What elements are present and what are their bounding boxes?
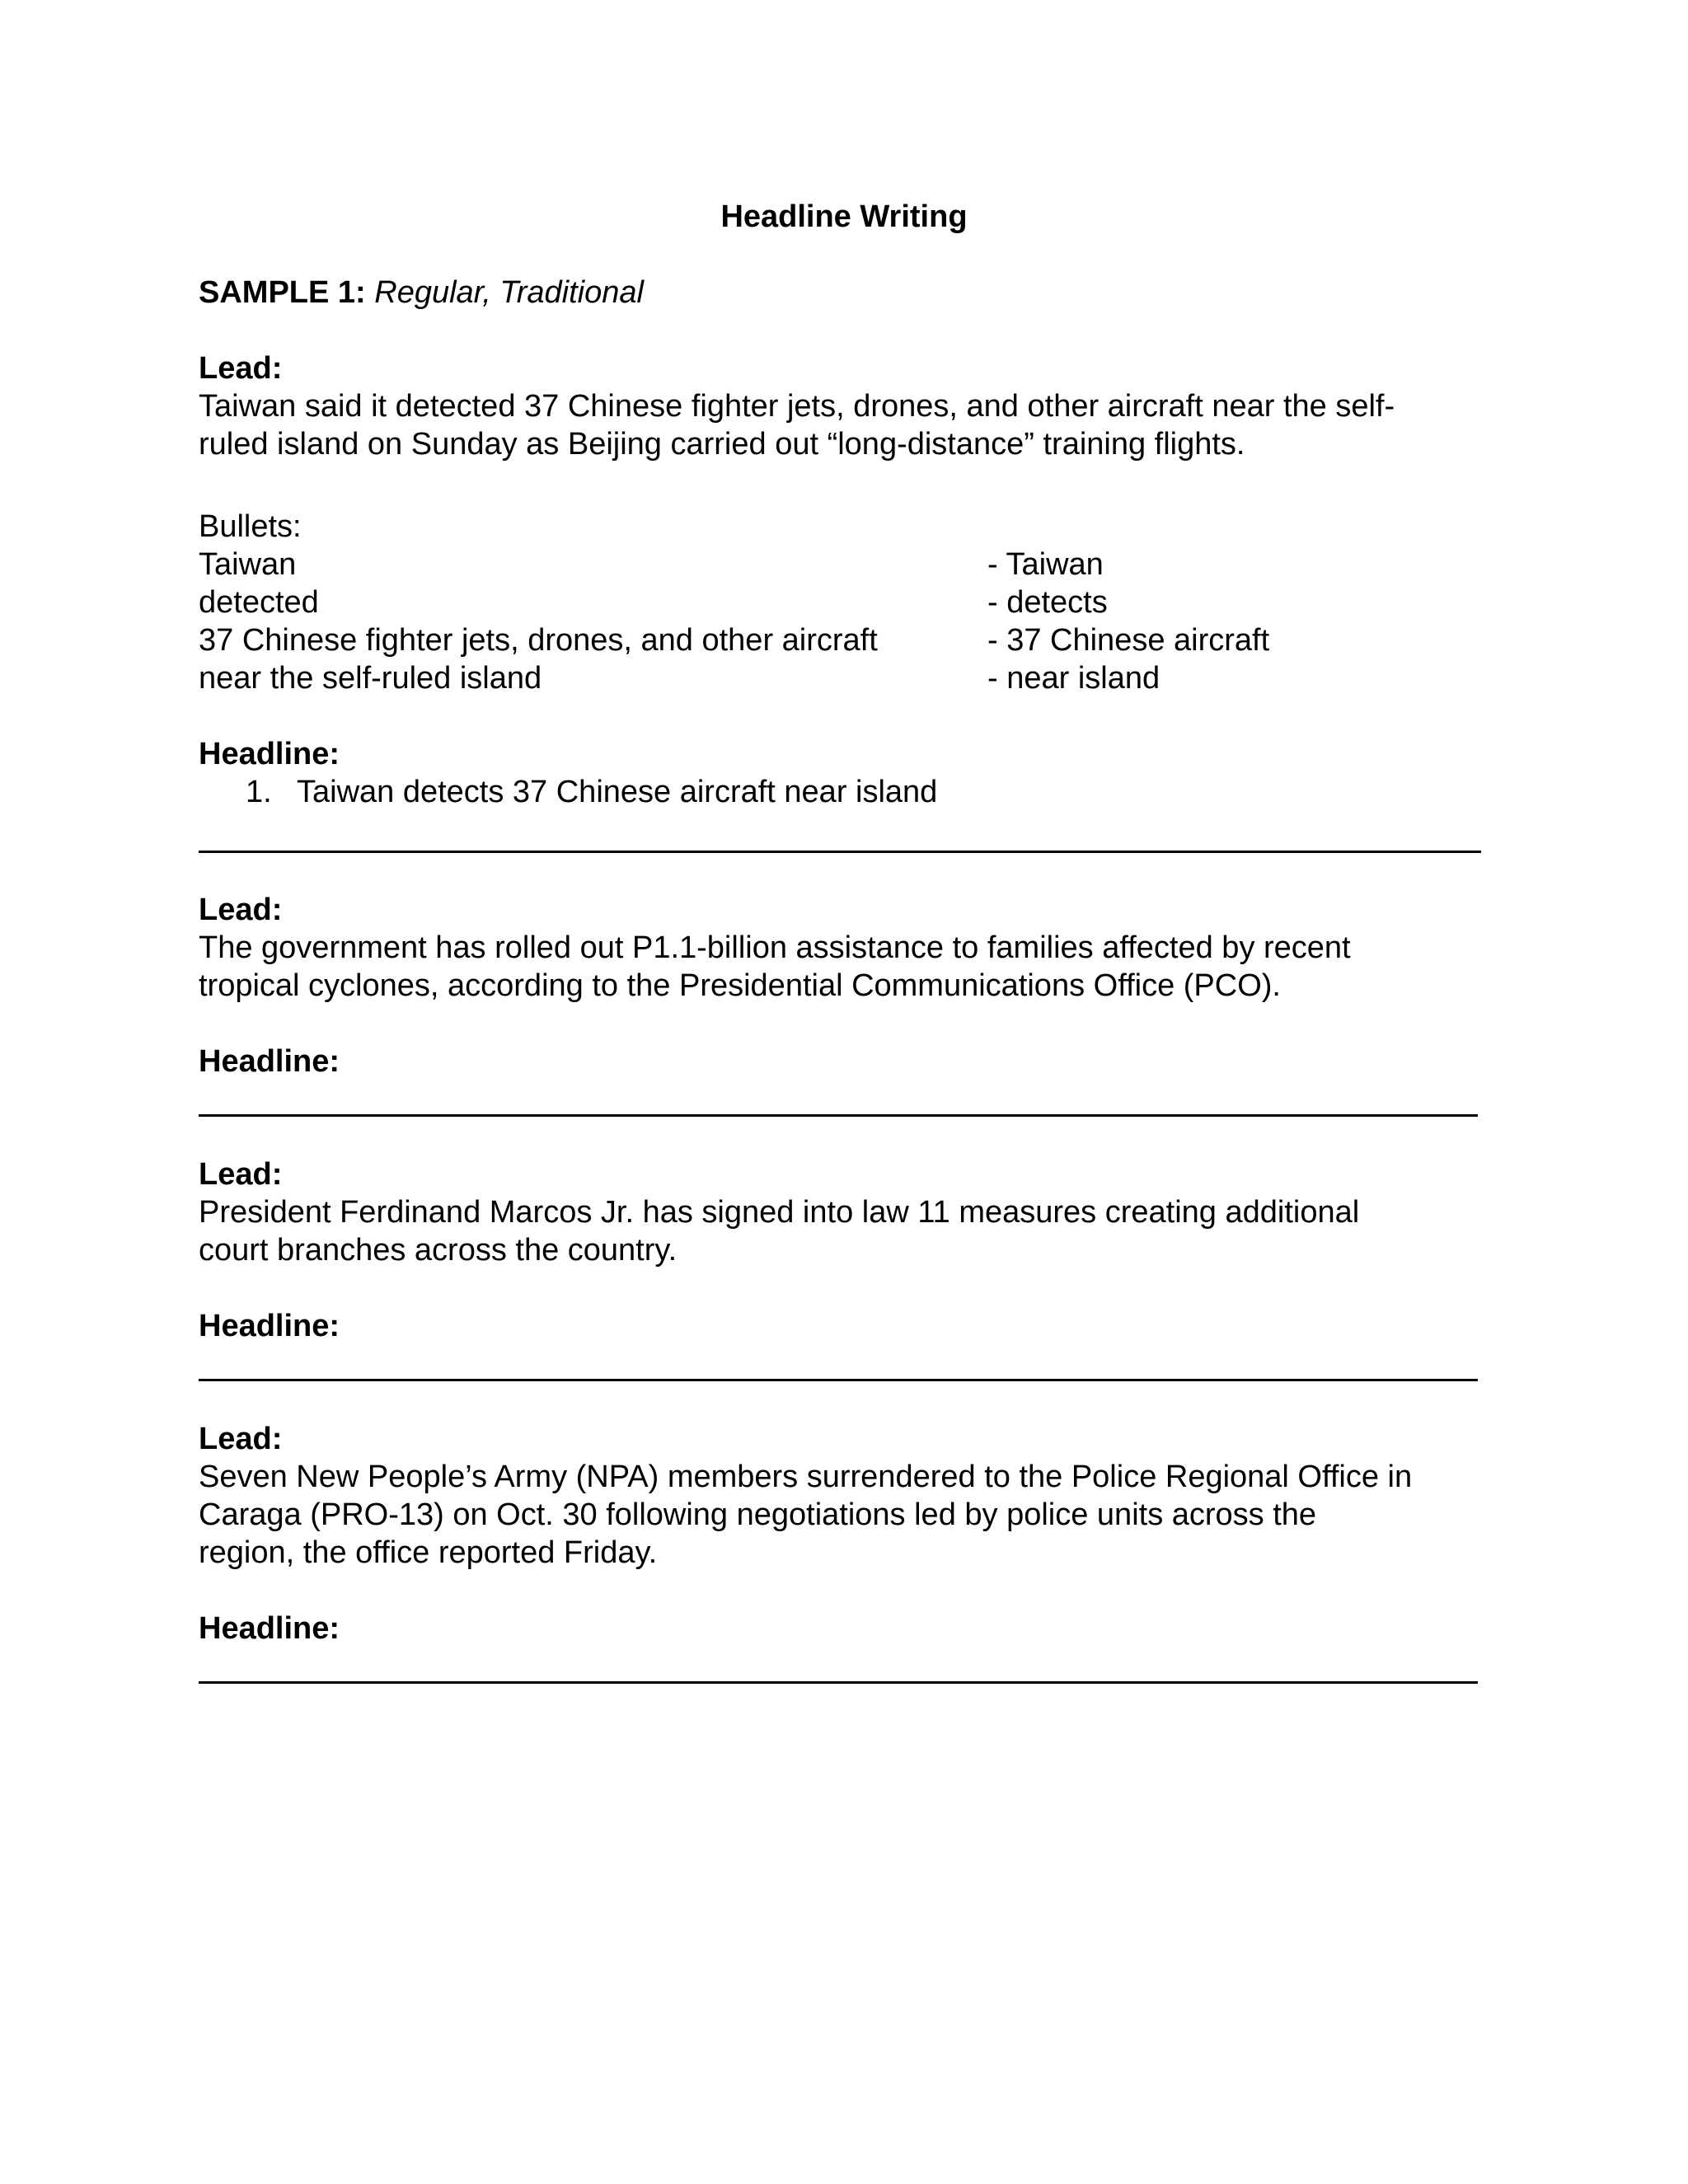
lead-line: The government has rolled out P1.1-billion assistance to families affected by recent xyxy=(199,930,1351,965)
headline-label-4: Headline: xyxy=(199,1611,340,1646)
headline-label-2: Headline: xyxy=(199,1044,340,1079)
sample-type: Regular, Traditional xyxy=(374,275,644,310)
headline-label-1: Headline: xyxy=(199,737,340,771)
list-number: 1. xyxy=(246,775,272,809)
lead-text-3 xyxy=(199,1193,1493,1269)
bullet-item: 37 Chinese fighter jets, drones, and other aircraft xyxy=(199,623,878,658)
bullets-right-column xyxy=(987,546,1269,697)
sample-heading xyxy=(199,274,644,312)
lead-text-2 xyxy=(199,929,1493,1005)
bullets-label: Bullets: xyxy=(199,509,302,544)
lead-line: tropical cyclones, according to the Presidential Communications Office (PCO). xyxy=(199,968,1281,1003)
lead-line: President Ferdinand Marcos Jr. has signed into law 11 measures creating additional xyxy=(199,1195,1360,1230)
lead-line: Taiwan said it detected 37 Chinese fighter jets, drones, and other aircraft near the self- xyxy=(199,389,1395,424)
lead-text-4 xyxy=(199,1458,1493,1572)
lead-line: ruled island on Sunday as Beijing carried out “long-distance” training flights. xyxy=(199,427,1245,462)
page-title: Headline Writing xyxy=(720,199,968,234)
divider-line xyxy=(199,1379,1478,1381)
lead-label-3: Lead: xyxy=(199,1157,283,1192)
bullet-item: - near island xyxy=(987,661,1160,696)
divider-line xyxy=(199,1681,1478,1684)
sample-label: SAMPLE 1: xyxy=(199,275,366,310)
bullet-item: Taiwan xyxy=(199,547,297,582)
headline-text: Taiwan detects 37 Chinese aircraft near island xyxy=(297,775,938,809)
divider-line xyxy=(199,1114,1478,1117)
divider-line xyxy=(199,851,1481,853)
headline-list-item xyxy=(246,773,937,811)
lead-line: Caraga (PRO-13) on Oct. 30 following negotiations led by police units across the xyxy=(199,1497,1317,1532)
lead-text-1 xyxy=(199,387,1493,463)
headline-label-3: Headline: xyxy=(199,1309,340,1343)
bullet-item: - detects xyxy=(987,585,1108,620)
lead-line: Seven New People’s Army (NPA) members surrendered to the Police Regional Office in xyxy=(199,1460,1413,1494)
bullet-item: - 37 Chinese aircraft xyxy=(987,623,1270,658)
bullets-left-column xyxy=(199,546,878,697)
bullet-item: near the self-ruled island xyxy=(199,661,542,696)
bullet-item: detected xyxy=(199,585,319,620)
lead-label-2: Lead: xyxy=(199,893,283,927)
lead-line: region, the office reported Friday. xyxy=(199,1535,658,1570)
lead-label-4: Lead: xyxy=(199,1422,283,1456)
bullet-item: - Taiwan xyxy=(987,547,1104,582)
lead-line: court branches across the country. xyxy=(199,1233,678,1268)
lead-label-1: Lead: xyxy=(199,351,283,386)
